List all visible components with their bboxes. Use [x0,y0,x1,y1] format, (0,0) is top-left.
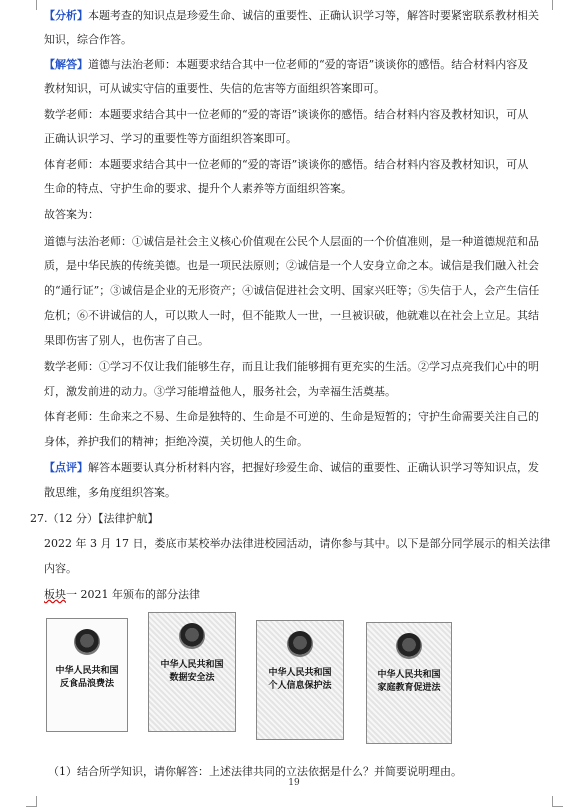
law-book-title-line1: 中华人民共和国 [55,666,119,676]
pe-text-2: 生命的特点、守护生命的要求、提升个人素养等方面组织答案。 [44,182,352,195]
solution-line-1 [44,53,554,77]
answer-moral-text-2: 质，是中华民族的传统美德。也是一项民法原则；②诚信是一个人安身立命之本。诚信是我们融入社会 [44,259,539,272]
answer-moral-line-2 [44,254,554,278]
law-book-title-line2: 反食品浪费法 [59,679,114,689]
math-line-1 [44,103,554,127]
section-label-text: 一 2021 年颁布的部分法律 [66,588,200,601]
crop-mark-top-left [26,0,37,10]
answer-moral-text-4: 危机；⑥不讲诚信的人，可以欺人一时，但不能欺人一世，一旦被识破，他就难以在社会上立足。其结 [44,309,539,322]
solution-text-2: 教材知识，可从诚实守信的重要性、失信的危害等方面组织答案即可。 [44,82,385,95]
answer-intro-text: 故答案为： [44,208,99,221]
law-book-title [377,669,440,695]
analysis-line-1 [44,4,554,28]
page-number: 19 [288,778,300,788]
analysis-text-2: 知识，综合作答。 [44,33,132,46]
law-book-title-line2: 个人信息保护法 [268,681,332,691]
answer-math-text-2: 灯，激发前进的动力。③学习能增益他人，服务社会，为幸福生活奠基。 [44,385,396,398]
law-book-1 [46,618,128,732]
analysis-line-2 [44,28,554,52]
comment-line-1 [44,456,554,480]
solution-text: 道德与法治老师：本题要求结合其中一位老师的“爱的寄语”谈谈你的感悟。结合材料内容及 [88,58,529,71]
answer-math-line-2 [44,380,554,404]
national-emblem-icon [179,623,205,649]
answer-math-text-1: 数学老师：①学习不仅让我们能够生存，而且让我们能够拥有更充实的生活。②学习点亮我们心中的明 [44,360,539,373]
answer-moral-text-5: 果即伤害了别人，也伤害了自己。 [44,334,209,347]
pe-text: 体育老师：本题要求结合其中一位老师的“爱的寄语”谈谈你的感悟。结合材料内容及教材知识，可从 [44,158,529,171]
question-intro-line-2 [44,557,554,581]
section-label-prefix: 板块 [44,588,66,601]
answer-intro [44,203,554,227]
comment-text-2: 散思维，多角度组织答案。 [44,486,176,499]
answer-moral-line-5 [44,329,554,353]
pe-line-2 [44,177,554,201]
analysis-tag: 【分析】 [44,9,88,22]
sub-question-1-text: （1）结合所学知识，请你解答：上述法律共同的立法依据是什么？并简要说明理由。 [48,765,462,778]
law-book-title-line2: 家庭教育促进法 [377,683,441,693]
law-book-covers [44,612,464,752]
math-text: 数学老师：本题要求结合其中一位老师的“爱的寄语”谈谈你的感悟。结合材料内容及教材知识，可从 [44,108,529,121]
math-line-2 [44,127,554,151]
law-book-title [160,659,223,685]
crop-mark-bottom-right [552,796,563,807]
question-intro-text-1: 2022 年 3 月 17 日，娄底市某校举办法律进校园活动，请你参与其中。以下是部分同学展示的相关法律 [44,537,551,550]
question-title: （12 分）【法律护航】 [47,512,159,525]
law-book-2 [148,612,236,732]
law-book-title-line1: 中华人民共和国 [377,670,441,680]
answer-pe-text-2: 身体，养护我们的精神；拒绝冷漠，关切他人的生命。 [44,435,308,448]
law-book-title-line1: 中华人民共和国 [268,668,332,678]
answer-moral-line-3 [44,279,554,303]
math-text-2: 正确认识学习、学习的重要性等方面组织答案即可。 [44,132,297,145]
law-book-4 [366,622,452,744]
solution-line-2 [44,77,554,101]
analysis-text: 本题考查的知识点是珍爱生命、诚信的重要性、正确认识学习等，解答时要紧密联系教材相关 [88,9,539,22]
national-emblem-icon [287,631,313,657]
question-intro-text-2: 内容。 [44,562,77,575]
answer-pe-text-1: 体育老师：生命来之不易、生命是独特的、生命是不可逆的、生命是短暂的；守护生命需要关注自己的 [44,410,539,423]
answer-moral-line-4 [44,304,554,328]
answer-moral-text-1: 道德与法治老师：①诚信是社会主义核心价值观在公民个人层面的一个价值准则，是一种道德规范和品 [44,235,539,248]
question-intro-line-1 [44,532,554,556]
answer-pe-line-1 [44,405,554,429]
solution-tag: 【解答】 [44,58,88,71]
comment-text: 解答本题要认真分析材料内容，把握好珍爱生命、诚信的重要性、正确认识学习等知识点，发 [88,461,539,474]
law-book-title [55,665,118,691]
pe-line-1 [44,153,554,177]
law-book-title-line2: 数据安全法 [169,673,215,683]
national-emblem-icon [74,629,100,655]
law-book-3 [256,620,344,740]
comment-line-2 [44,481,554,505]
answer-moral-line-1 [44,230,554,254]
comment-tag: 【点评】 [44,461,88,474]
section-label [44,583,554,607]
question-number: 27. [30,512,48,525]
law-book-title [268,667,331,693]
question-header [30,507,540,531]
law-book-title-line1: 中华人民共和国 [160,660,224,670]
national-emblem-icon [396,633,422,659]
answer-pe-line-2 [44,430,554,454]
answer-math-line-1 [44,355,554,379]
answer-moral-text-3: 的“通行证”；③诚信是企业的无形资产；④诚信促进社会文明、国家兴旺等；⑤失信于人，会产生信任 [44,284,540,297]
crop-mark-bottom-left [26,796,37,807]
